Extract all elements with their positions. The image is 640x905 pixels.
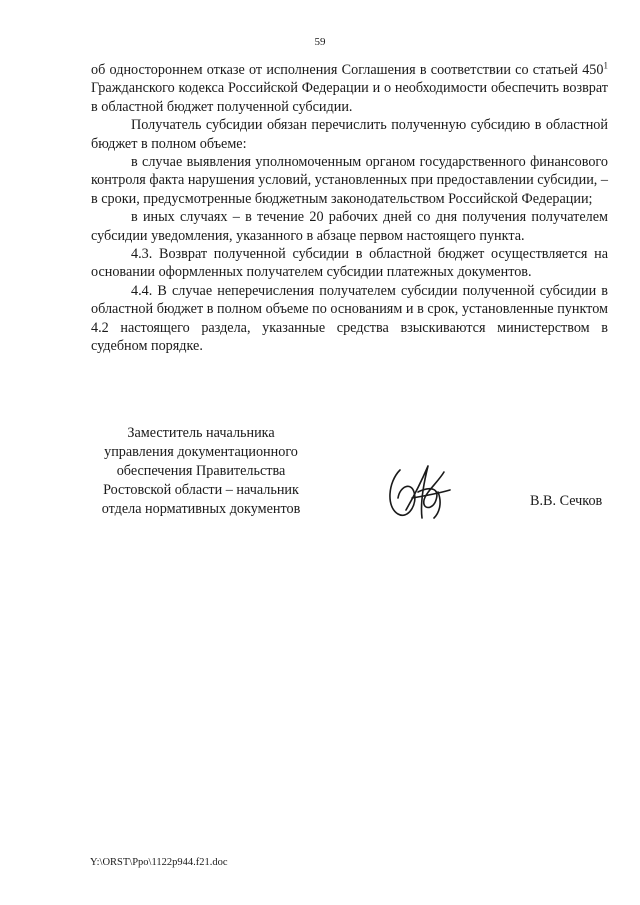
paragraph-case-other: в иных случаях – в течение 20 рабочих дней со дня получения получателем субсидии уведомления, указанного в абзаце первом настоящего пункта. [91, 209, 608, 244]
paragraph-case-violation: в случае выявления уполномоченным органом государственного финансового контроля факта нарушения условий, установленных при предоставлении субсидии, – в сроки, предусмотренные бюджетным законодательством Российской Федерации; [91, 154, 608, 207]
position-line: обеспечения Правительства [116, 463, 286, 479]
paragraph-continuation [91, 61, 608, 116]
document-body [91, 61, 608, 356]
position-line: управления документационного [104, 444, 298, 460]
paragraph-text: Гражданского кодекса Российской Федерации и о необходимости обеспечить возврат в областной бюджет полученной субсидии. [91, 80, 608, 115]
handwritten-signature-icon [378, 452, 474, 532]
paragraph-clause-4-4: 4.4. В случае неперечисления получателем субсидии полученной субсидии в областной бюджет в полном объеме по основаниям и в срок, установленные пунктом 4.2 настоящего раздела, указанные средства взыскиваются министерством в судебном порядке. [91, 282, 608, 355]
paragraph-refund-obligation: Получатель субсидии обязан перечислить полученную субсидию в областной бюджет в полном объеме: [91, 117, 608, 152]
article-superscript: 1 [603, 60, 608, 71]
position-line: отдела нормативных документов [101, 501, 301, 517]
position-line: Заместитель начальника [127, 425, 275, 441]
paragraph-clause-4-3: 4.3. Возврат полученной субсидии в областной бюджет осуществляется на основании оформленных получателем субсидии платежных документов. [91, 246, 608, 281]
signatory-position [76, 424, 326, 519]
position-line: Ростовской области – начальник [103, 482, 299, 498]
signer-name: В.В. Сечков [530, 493, 603, 509]
file-path-footer: Y:\ORST\Ppo\1122p944.f21.doc [90, 857, 228, 868]
paragraph-text: об одностороннем отказе от исполнения Соглашения в соответствии со статьей 450 [91, 62, 604, 78]
page-number: 59 [314, 36, 326, 48]
